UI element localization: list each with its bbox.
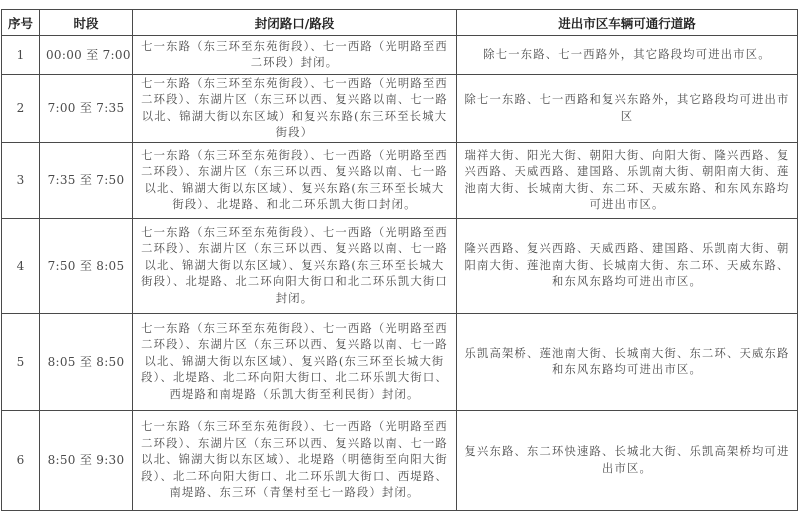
row-open: 隆兴西路、复兴西路、天威西路、建国路、乐凯南大街、朝阳南大街、莲池南大街、长城南大街、东二环、天威东路、和东风东路均可进出市区。	[457, 219, 798, 314]
row-open: 除七一东路、七一西路和复兴东路外，其它路段均可进出市区	[457, 75, 798, 143]
row-closed: 七一东路（东三环至东苑街段）、七一西路（光明路至西二环段）、东湖片区（东三环以西、复兴路以南、七一路以北、锦湖大街以东区域）、北堤路（明德街至向阳大街段）、北二环向阳大街口、北二环乐凯大街口、西堤路、南堤路、东三环（青堡村至七一路段）封闭。	[133, 411, 457, 511]
row-closed: 七一东路（东三环至东苑街段）、七一西路（光明路至西二环段）、东湖片区（东三环以西、复兴路以南、七一路以北、锦湖大街以东区域）、复兴东路(东三环至长城大街段）、北堤路、北二环向阳大街口和北二环乐凯大街口封闭。	[133, 219, 457, 314]
row-index: 1	[2, 36, 40, 75]
table-row	[2, 411, 798, 511]
row-time: 8:05 至 8:50	[40, 314, 133, 411]
row-time: 8:50 至 9:30	[40, 411, 133, 511]
row-open: 瑞祥大街、阳光大街、朝阳大街、向阳大街、隆兴西路、复兴西路、天威西路、建国路、乐凯南大街、朝阳南大街、莲池南大街、长城南大街、东二环、天威东路、和东风东路均可进出市区。	[457, 143, 798, 219]
row-time: 7:50 至 8:05	[40, 219, 133, 314]
traffic-control-table	[1, 9, 798, 511]
header-time-period: 时段	[40, 10, 133, 36]
row-open: 复兴东路、东二环快速路、长城北大街、乐凯高架桥均可进出市区。	[457, 411, 798, 511]
table-row	[2, 219, 798, 314]
row-index: 6	[2, 411, 40, 511]
row-open: 除七一东路、七一西路外，其它路段均可进出市区。	[457, 36, 798, 75]
table-row	[2, 143, 798, 219]
header-index: 序号	[2, 10, 40, 36]
table-row	[2, 75, 798, 143]
row-time: 7:00 至 7:35	[40, 75, 133, 143]
header-open-roads: 进出市区车辆可通行道路	[457, 10, 798, 36]
row-time: 00:00 至 7:00	[40, 36, 133, 75]
row-index: 5	[2, 314, 40, 411]
row-index: 4	[2, 219, 40, 314]
header-closed-sections: 封闭路口/路段	[133, 10, 457, 36]
row-closed: 七一东路（东三环至东苑街段）、七一西路（光明路至西二环段）、东湖片区（东三环以西、复兴路以南、七一路以北、锦湖大街以东区域）、复兴东路(东三环至长城大街段）、北堤路、和北二环乐凯大街口封闭。	[133, 143, 457, 219]
row-index: 2	[2, 75, 40, 143]
row-index: 3	[2, 143, 40, 219]
row-time: 7:35 至 7:50	[40, 143, 133, 219]
row-closed: 七一东路（东三环至东苑街段）、七一西路（光明路至西二环段）、东湖片区（东三环以西、复兴路以南、七一路以北、锦湖大街以东区域）、复兴路(东三环至长城大街段）、北堤路、北二环向阳大街口、北二环乐凯大街口、西堤路和南堤路（乐凯大街至利民街）封闭。	[133, 314, 457, 411]
row-open: 乐凯高架桥、莲池南大街、长城南大街、东二环、天威东路和东风东路均可进出市区。	[457, 314, 798, 411]
row-closed: 七一东路（东三环至东苑街段）、七一西路（光明路至西二环段）封闭。	[133, 36, 457, 75]
table-header-row	[2, 10, 798, 36]
table-row	[2, 36, 798, 75]
table-row	[2, 314, 798, 411]
row-closed: 七一东路（东三环至东苑街段）、七一西路（光明路至西二环段）、东湖片区（东三环以西、复兴路以南、七一路以北、锦湖大街以东区域）和复兴东路(东三环至长城大街段）	[133, 75, 457, 143]
